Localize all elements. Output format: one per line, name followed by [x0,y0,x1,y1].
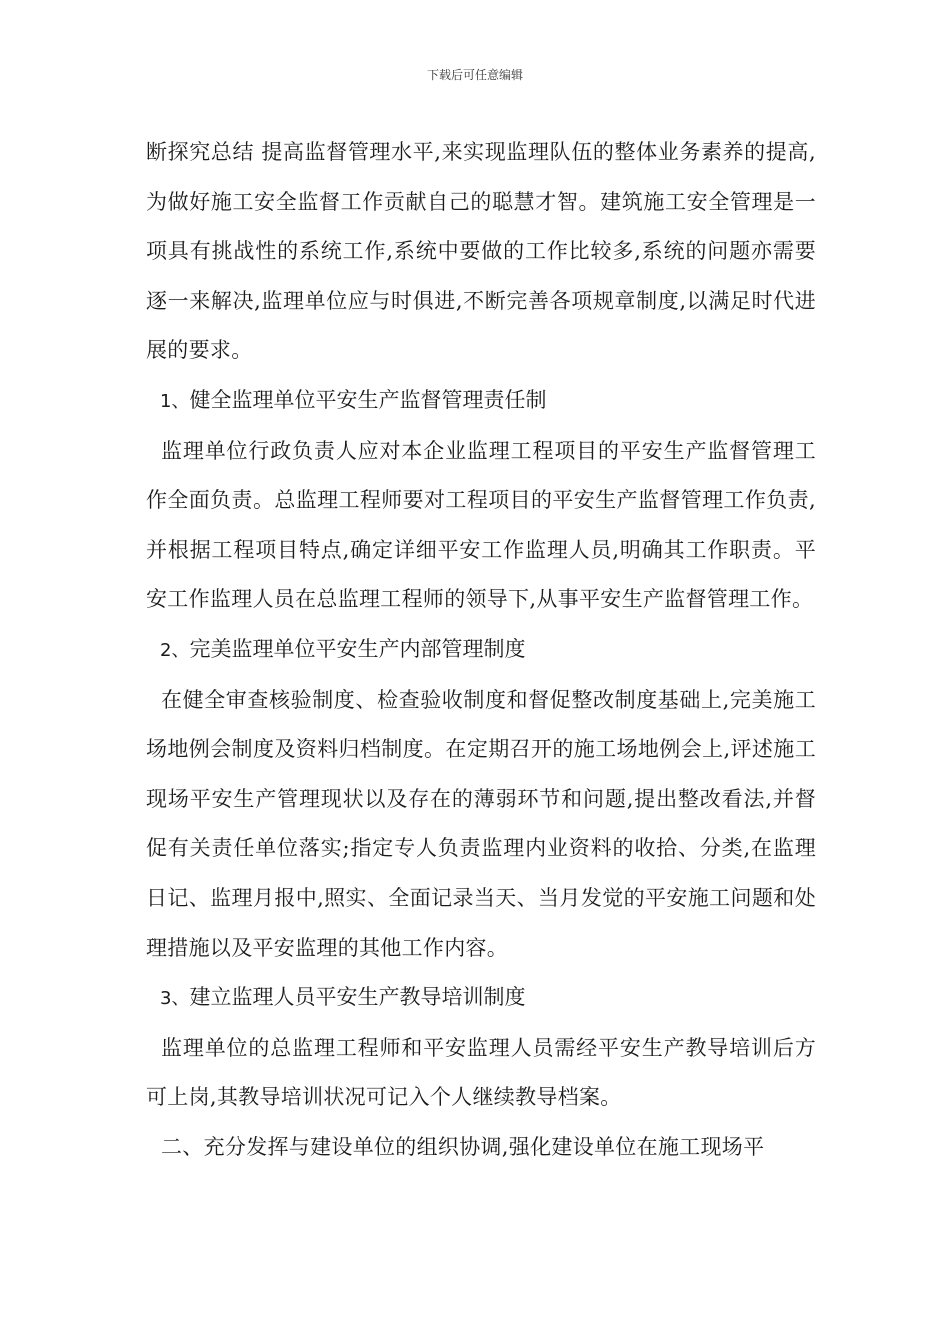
document-body [146,128,816,1172]
page-header: 下载后可任意编辑 [426,68,523,82]
section-number-1: 1、 [160,390,190,412]
section-title-2: 完美监理单位平安生产内部管理制度 [189,636,526,661]
section-title-1: 健全监理单位平安生产监督管理责任制 [189,387,547,412]
section-number-3: 3、 [160,988,190,1010]
section-heading-1 [146,376,816,427]
section-heading-3 [146,973,816,1024]
paragraph-internal-management: 在健全审查核验制度、检查验收制度和督促整改制度基础上,完美施工场地例会制度及资料归档制度。在定期召开的施工场地例会上,评述施工现场平安生产管理现状以及存在的薄弱环节和问题,提出整改看法,并督促有关责任单位落实;指定专人负责监理内业资料的收拾、分类,在监理日记、监理月报中,照实、全面记录当天、当月发觉的平安施工问题和处理措施以及平安监理的其他工作内容。 [146,687,816,960]
section-title-3: 建立监理人员平安生产教导培训制度 [189,985,526,1010]
section-heading-2 [146,625,816,676]
paragraph-training: 监理单位的总监理工程师和平安监理人员需经平安生产教导培训后方可上岗,其教导培训状况可记入个人继续教导档案。 [146,1035,816,1110]
section-number-2: 2、 [160,639,190,661]
paragraph-responsibility: 监理单位行政负责人应对本企业监理工程项目的平安生产监督管理工作全面负责。总监理工程师要对工程项目的平安生产监督管理工作负责,并根据工程项目特点,确定详细平安工作监理人员,明确其工作职责。平安工作监理人员在总监理工程师的领导下,从事平安生产监督管理工作。 [146,438,816,612]
paragraph-coordination: 二、充分发挥与建设单位的组织协调,强化建设单位在施工现场平 [161,1134,765,1159]
paragraph-intro: 断探究总结 提高监督管理水平,来实现监理队伍的整体业务素养的提高,为做好施工安全监督工作贡献自己的聪慧才智。建筑施工安全管理是一项具有挑战性的系统工作,系统中要做的工作比较多,系统的问题亦需要逐一来解决,监理单位应与时俱进,不断完善各项规章制度,以满足时代进展的要求。 [146,140,816,363]
